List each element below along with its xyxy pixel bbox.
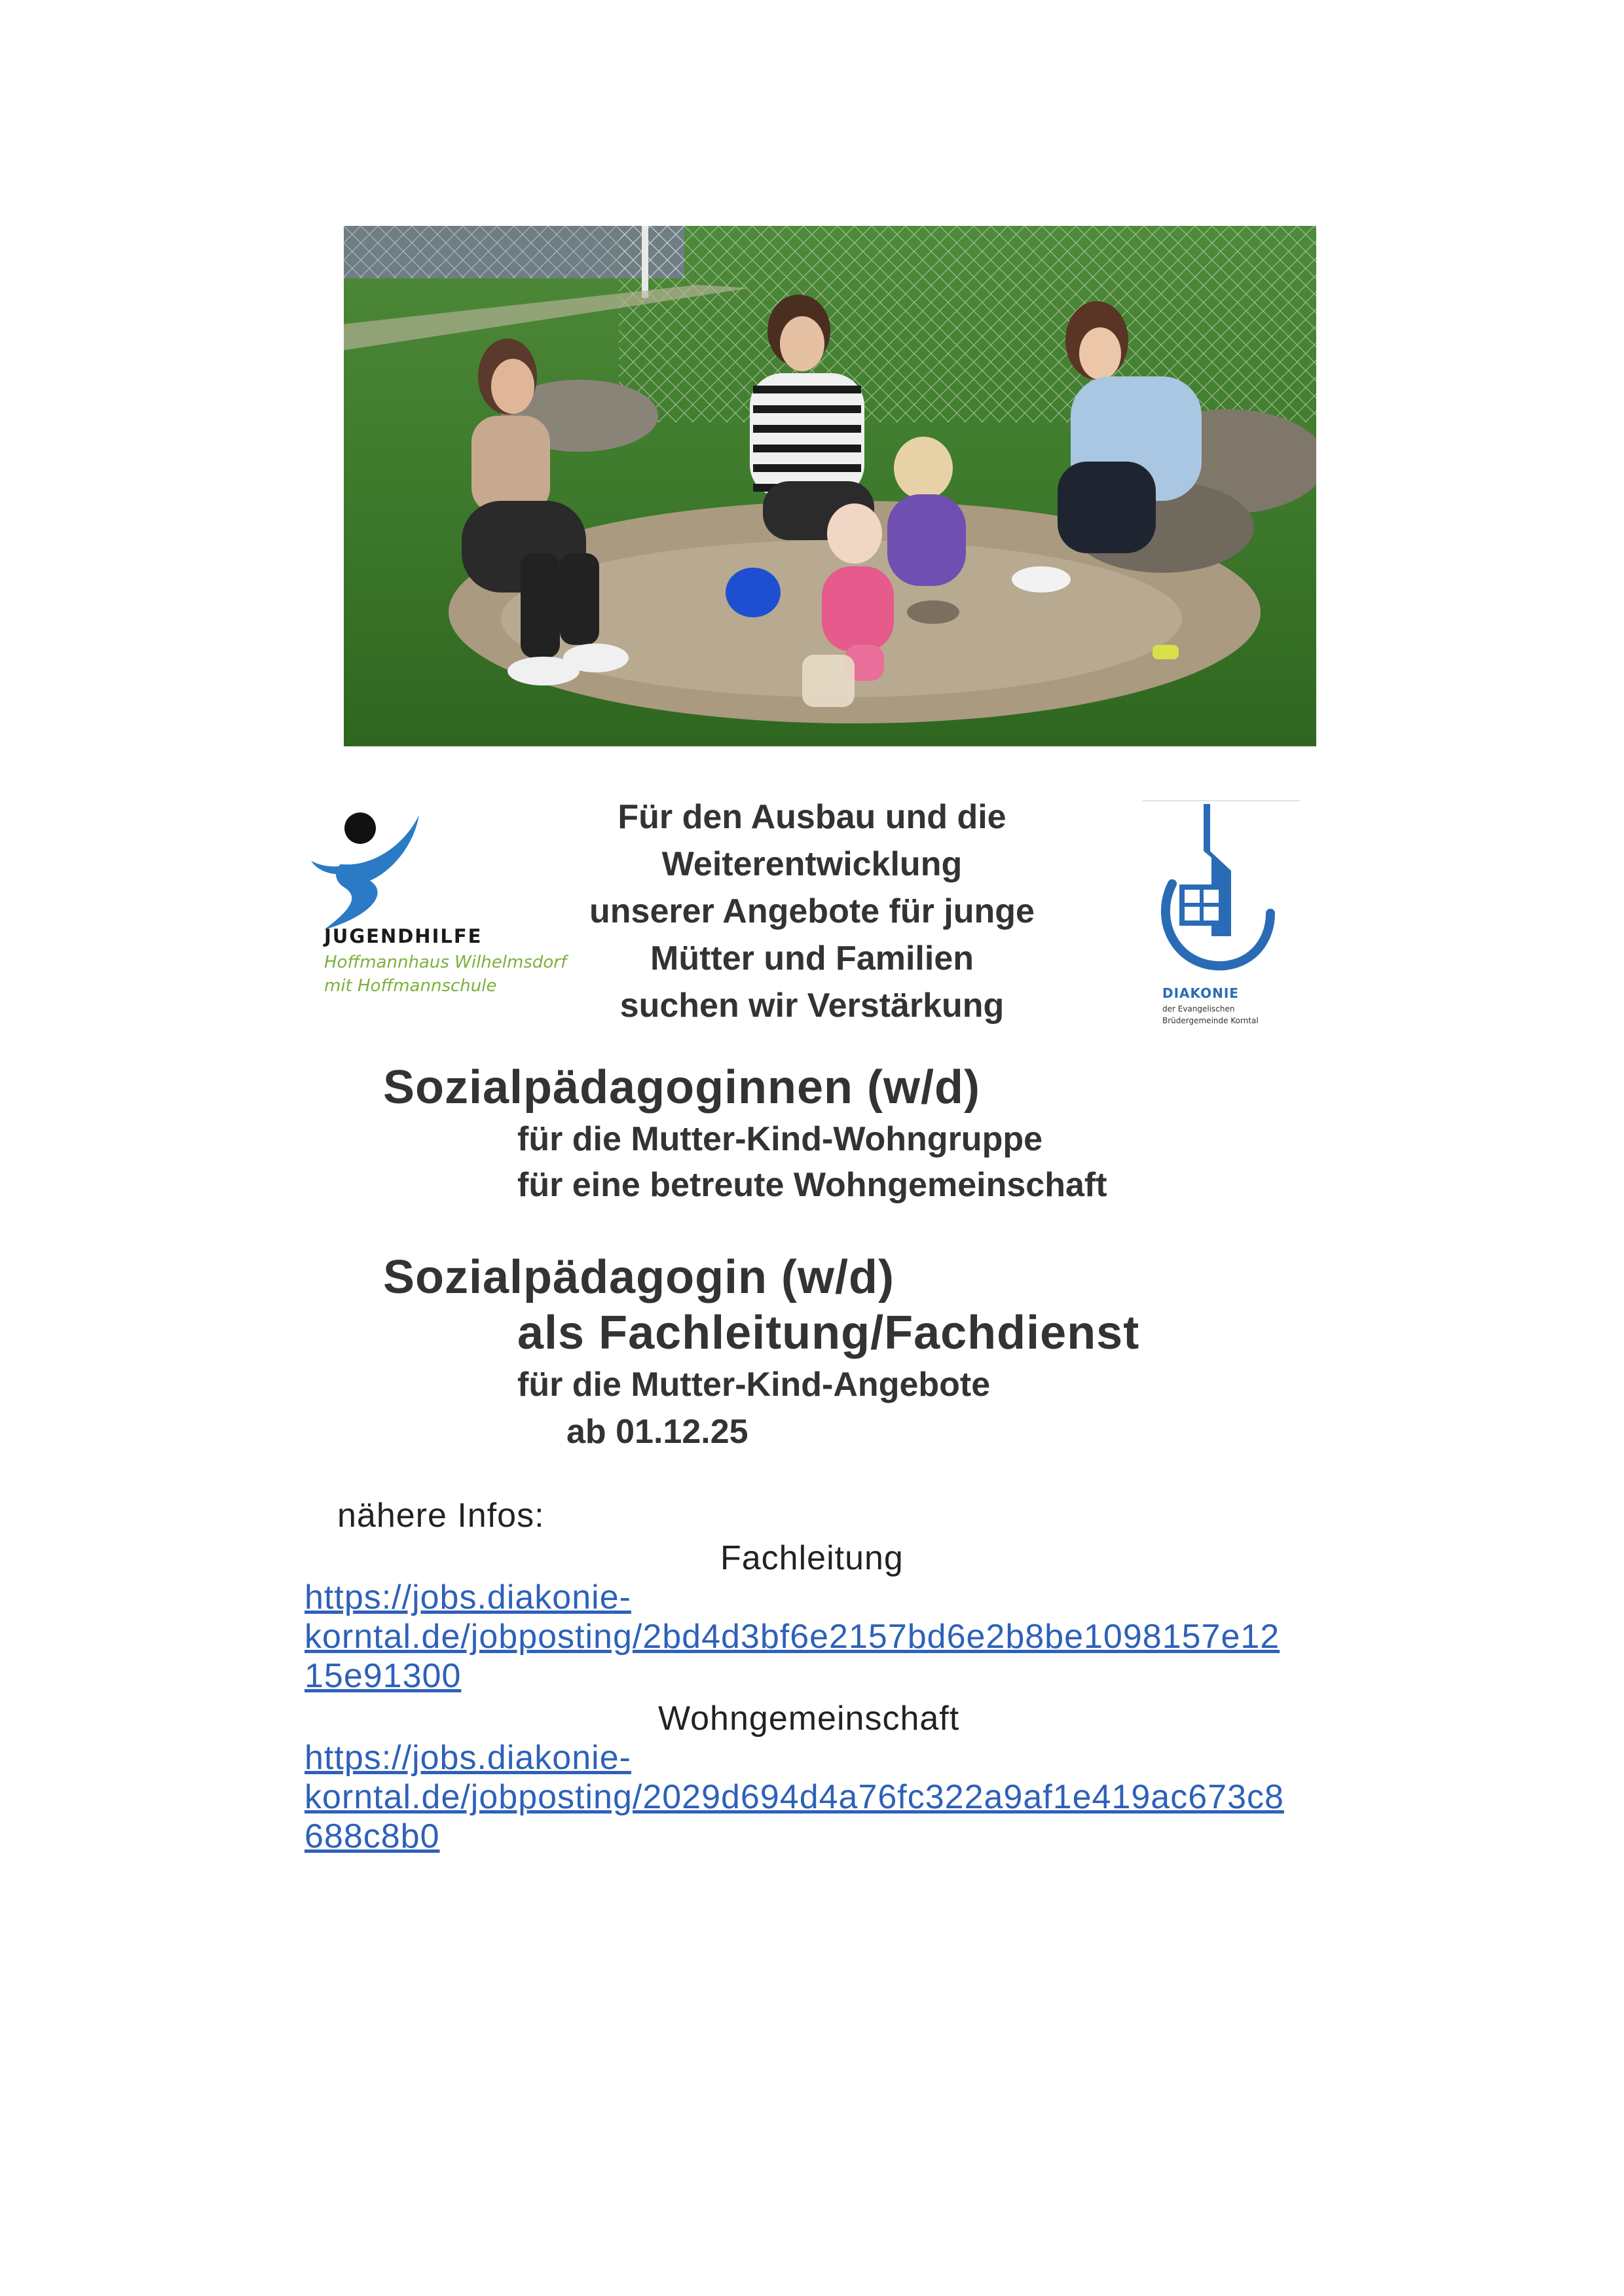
fachleitung-link-line[interactable]: korntal.de/jobposting/2bd4d3bf6e2157bd6e2b8be1098157e12 xyxy=(304,1618,1280,1656)
fachleitung-link-line[interactable]: https://jobs.diakonie- xyxy=(304,1578,631,1616)
hero-photo-illustration xyxy=(344,226,1316,746)
position2-title: Sozialpädagogin (w/d) xyxy=(383,1251,895,1303)
intro-line: unserer Angebote für junge xyxy=(589,892,1035,930)
position2-subtitle: als Fachleitung/Fachdienst xyxy=(517,1307,1140,1359)
intro-heading xyxy=(537,793,1087,1029)
position2-line1: für die Mutter-Kind-Angebote xyxy=(517,1366,991,1404)
jugendhilfe-figure-icon xyxy=(298,802,429,933)
intro-line: Für den Ausbau und die xyxy=(618,798,1006,836)
wg-link-line[interactable]: https://jobs.diakonie- xyxy=(304,1739,631,1777)
jugendhilfe-title: JUGENDHILFE xyxy=(324,925,483,947)
jugendhilfe-line2: mit Hoffmannschule xyxy=(324,976,497,996)
position1-line2: für eine betreute Wohngemeinschaft xyxy=(517,1166,1107,1204)
diakonie-church-icon xyxy=(1113,799,1310,982)
diakonie-logo xyxy=(1113,799,1310,1048)
diakonie-title: DIAKONIE xyxy=(1162,985,1239,1001)
jugendhilfe-logo xyxy=(298,802,573,1011)
wg-link-line[interactable]: 688c8b0 xyxy=(304,1817,440,1855)
intro-line: Weiterentwicklung xyxy=(661,845,963,883)
fachleitung-link-line[interactable]: 15e91300 xyxy=(304,1657,462,1695)
wg-link-line[interactable]: korntal.de/jobposting/2029d694d4a76fc322a9af1e419ac673c8 xyxy=(304,1778,1284,1816)
hero-photo xyxy=(344,226,1316,746)
position1-title: Sozialpädagoginnen (w/d) xyxy=(383,1061,980,1114)
jugendhilfe-line1: Hoffmannhaus Wilhelmsdorf xyxy=(324,953,567,972)
diakonie-line1: der Evangelischen xyxy=(1162,1004,1235,1013)
fachleitung-label: Fachleitung xyxy=(720,1539,904,1577)
position1-line1: für die Mutter-Kind-Wohngruppe xyxy=(517,1120,1043,1158)
position2-date: ab 01.12.25 xyxy=(566,1413,748,1451)
info-label: nähere Infos: xyxy=(337,1497,545,1535)
wg-label: Wohngemeinschaft xyxy=(658,1700,960,1738)
intro-line: Mütter und Familien xyxy=(650,939,974,977)
diakonie-line2: Brüdergemeinde Korntal xyxy=(1162,1016,1259,1025)
intro-line: suchen wir Verstärkung xyxy=(619,987,1005,1025)
